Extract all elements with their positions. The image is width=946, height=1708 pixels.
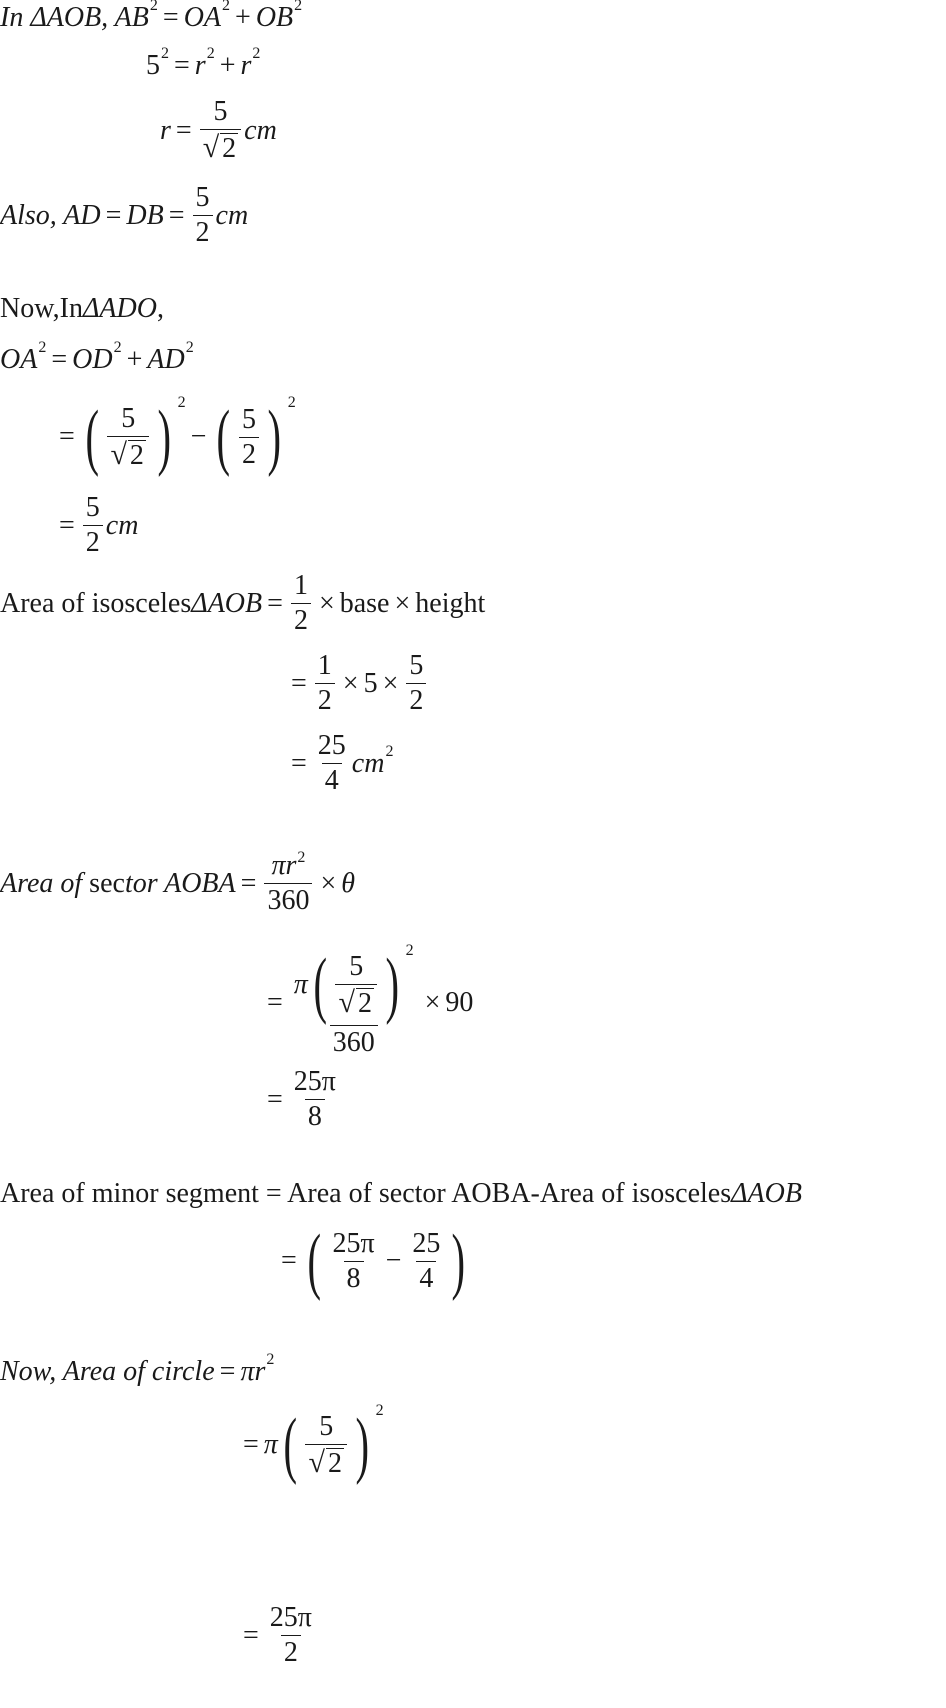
eq-minor-segment-value: = ( $\frac{25\pi}{8}$ − $\frac{25}{4}$ ) — [276, 1224, 471, 1298]
fraction: $\frac{5}{2}$ — [406, 652, 426, 715]
parenthesized-fraction: ( $\frac{5}{2}$ ) — [216, 396, 282, 478]
parenthesized-expression: ( $\frac{25\pi}{8}$ − $\frac{25}{4}$ ) — [307, 1220, 466, 1302]
eq-five-squared: 5 2 = r 2 + r 2 — [146, 45, 261, 81]
eq-pythagoras-aob: In ΔAOB, AB 2 = OA 2 + OB 2 — [0, 0, 303, 33]
fraction: $\frac{25\pi}{8}$ — [293, 1066, 336, 1132]
parenthesized-fraction: ( 5 √ 2 ) — [85, 396, 172, 478]
fraction: $\frac{5}{2}$ — [193, 184, 213, 247]
fraction: $\frac{1}{2}$ — [291, 572, 311, 635]
eq-area-circle-substitution: = π ( 5 √ 2 ) 2 — [243, 1402, 384, 1486]
fraction: $\frac{\pi r^2}{360}$ — [264, 852, 312, 915]
eq-area-triangle-result: = $\frac{25}{4}$ cm 2 — [291, 730, 394, 796]
lhs: In ΔAOB, AB — [0, 2, 149, 33]
eq-area-triangle-formula: Area of isosceles ΔAOB = $\frac{1}{2}$ × base × height — [0, 570, 486, 636]
fraction: $\frac{5}{2}$ — [83, 494, 103, 557]
parenthesized-fraction: ( 5 √ 2 ) — [283, 1404, 370, 1486]
fraction: π ( 5 √ 2 ) 2 360 — [293, 942, 414, 1058]
eq-radius: r = 5 √ 2 cm — [160, 96, 277, 164]
eq-area-circle-result: = $\frac{25\pi}{2}$ — [238, 1604, 318, 1667]
eq-area-triangle-substitution: = $\frac{1}{2}$ × 5 × $\frac{5}{2}$ — [286, 652, 429, 715]
eq-od-result: = $\frac{5}{2}$ cm — [59, 492, 139, 558]
eq-area-circle-formula: Now, Area of circle = πr 2 — [0, 1351, 275, 1387]
eq-pythagoras-ado: OA 2 = OD 2 + AD 2 — [0, 339, 194, 375]
fraction: $\frac{25\pi}{2}$ — [269, 1602, 312, 1668]
eq-ad-db: Also, AD = DB = $\frac{5}{2}$ cm — [0, 182, 249, 248]
fraction: $\frac{1}{2}$ — [315, 652, 335, 715]
text-now-in-adO: Now,In ΔADO , — [0, 293, 164, 324]
eq-od-substitution: = ( 5 √ 2 ) 2 − ( $\frac{5}{2}$ ) 2 — [59, 394, 296, 478]
eq-area-sector-result: = $\frac{25\pi}{8}$ — [262, 1068, 342, 1131]
text-area-minor-segment: Area of minor segment = Area of sector AOBA-Area of isosceles ΔAOB — [0, 1178, 802, 1209]
eq-area-sector-substitution: = π ( 5 √ 2 ) 2 360 × 90 — [267, 942, 474, 1058]
fraction: 5 √ 2 — [200, 98, 241, 163]
eq-area-sector-formula: Area of sec tor AOBA = $\frac{\pi r^2}{360}$ × θ — [0, 849, 355, 916]
fraction: $\frac{25}{4}$ — [317, 730, 346, 796]
